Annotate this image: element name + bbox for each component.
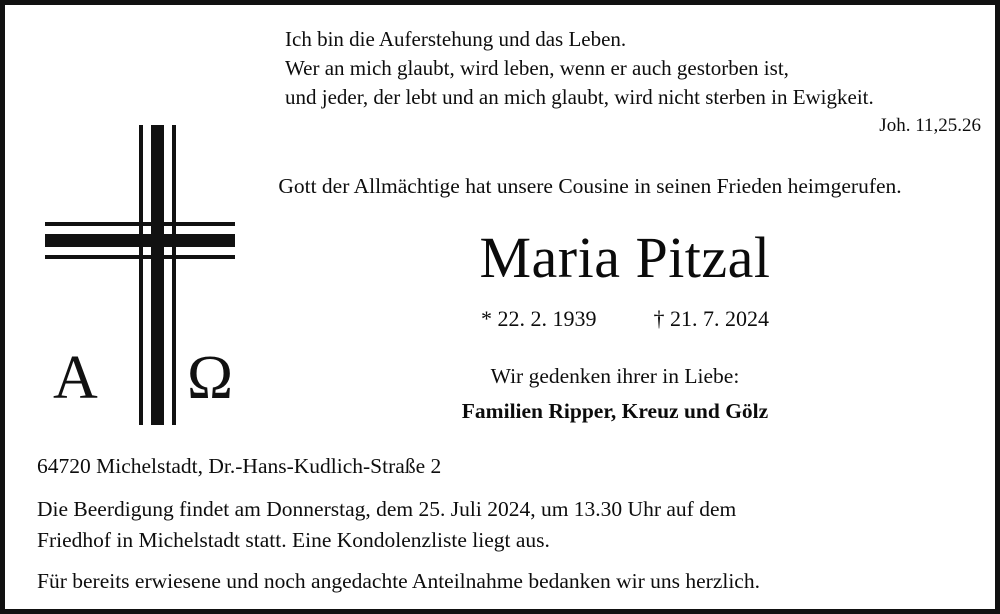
mourners-intro: Wir gedenken ihrer in Liebe: bbox=[490, 364, 740, 388]
cross-horizontal-thin-top bbox=[45, 222, 235, 226]
scripture-line-2: Wer an mich glaubt, wird leben, wenn er auch gestorben ist, bbox=[285, 56, 789, 80]
death-date: 21. 7. 2024 bbox=[670, 306, 769, 331]
cross-vertical-thick bbox=[151, 125, 164, 425]
scripture-line-3: und jeder, der lebt und an mich glaubt, wird nicht sterben in Ewigkeit. bbox=[285, 85, 874, 109]
address-line: 64720 Michelstadt, Dr.-Hans-Kudlich-Straße 2 bbox=[37, 454, 442, 478]
deceased-name: Maria Pitzal bbox=[479, 225, 771, 290]
cross-horizontal-thin-bottom bbox=[45, 255, 235, 259]
death-marker: † bbox=[653, 306, 665, 331]
cross-vertical-thin-right bbox=[172, 125, 176, 425]
omega-symbol: Ω bbox=[187, 344, 234, 412]
funeral-details bbox=[37, 494, 967, 556]
scripture-block bbox=[285, 25, 985, 140]
notice-paper bbox=[5, 5, 995, 609]
alpha-symbol: A bbox=[53, 344, 98, 412]
cross-vertical-thin-left bbox=[139, 125, 143, 425]
life-dates bbox=[265, 305, 985, 333]
funeral-details-line-2: Friedhof in Michelstadt statt. Eine Kondolenzliste liegt aus. bbox=[37, 528, 550, 552]
thanks-line: Für bereits erwiesene und noch angedachte Anteilnahme bedanken wir uns herzlich. bbox=[37, 569, 760, 593]
scripture-line-1: Ich bin die Auferstehung und das Leben. bbox=[285, 27, 627, 51]
birth-date: 22. 2. 1939 bbox=[497, 306, 597, 331]
funeral-details-line-1: Die Beerdigung findet am Donnerstag, dem 25. Juli 2024, um 13.30 Uhr auf dem bbox=[37, 497, 737, 521]
scripture-reference: Joh. 11,25.26 bbox=[879, 115, 981, 136]
mourners-family: Familien Ripper, Kreuz und Gölz bbox=[461, 399, 769, 423]
birth-marker: * bbox=[481, 306, 492, 331]
cross-icon bbox=[35, 125, 255, 425]
cross-horizontal-thick bbox=[45, 234, 235, 247]
lead-sentence: Gott der Allmächtige hat unsere Cousine in seinen Frieden heimgerufen. bbox=[278, 174, 902, 198]
